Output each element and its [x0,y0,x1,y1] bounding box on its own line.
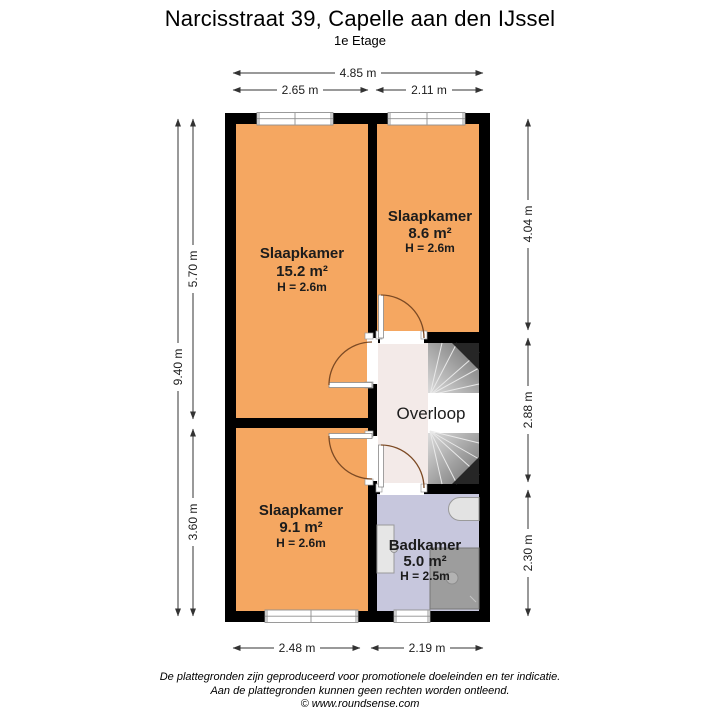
window-bottom-left [265,610,358,623]
label-slaapkamer-large-height: H = 2.6m [277,280,327,294]
door-leaf-slaapkamer-topright [379,295,384,338]
label-badkamer-name: Badkamer [388,537,462,554]
dim-right-middle: 2.88 m [521,391,535,429]
dim-top-total: 4.85 m [339,66,377,80]
label-badkamer-area: 5.0 m² [403,553,447,570]
disclaimer-line-2: Aan de plattegronden kunnen geen rechten worden ontleend. [210,684,510,697]
label-slaapkamer-topright-area: 8.6 m² [408,225,452,242]
label-slaapkamer-large-name: Slaapkamer [259,245,345,262]
disclaimer-line-1: De plattegronden zijn geproduceerd voor promotionele doeleinden en ter indicatie. [159,671,561,683]
disclaimer [0,671,720,712]
label-slaapkamer-bottomleft-name: Slaapkamer [258,502,344,519]
page-subtitle: 1e Etage [333,33,387,48]
label-slaapkamer-topright-name: Slaapkamer [387,208,473,225]
dim-left-lower: 3.60 m [186,503,200,541]
door-leaf-badkamer [379,445,384,487]
page-title: Narcisstraat 39, Capelle aan den IJssel [164,6,556,31]
dim-top-left: 2.65 m [281,83,319,97]
window-top-left [257,113,333,126]
dim-top-right: 2.11 m [411,83,447,97]
dim-left-upper: 5.70 m [186,250,200,288]
window-top-right [388,113,465,126]
disclaimer-line-3: © www.roundsense.com [300,698,420,710]
label-overloop: Overloop [396,404,466,423]
dim-right-upper: 4.04 m [521,205,535,243]
label-slaapkamer-topright-height: H = 2.6m [405,241,455,255]
label-slaapkamer-bottomleft-height: H = 2.6m [276,536,326,550]
label-slaapkamer-large-area: 15.2 m² [276,263,328,280]
dim-left-total: 9.40 m [171,348,185,386]
window-bottom-bathroom [394,610,430,623]
washbasin [449,498,480,521]
dim-right-lower: 2.30 m [521,534,535,572]
dim-bottom-left: 2.48 m [278,641,316,655]
door-leaf-slaapkamer-bottomleft [329,434,372,439]
door-leaf-slaapkamer-large [329,383,372,388]
label-slaapkamer-bottomleft-area: 9.1 m² [279,519,323,536]
label-badkamer-height: H = 2.5m [400,569,450,583]
dim-bottom-right: 2.19 m [408,641,446,655]
